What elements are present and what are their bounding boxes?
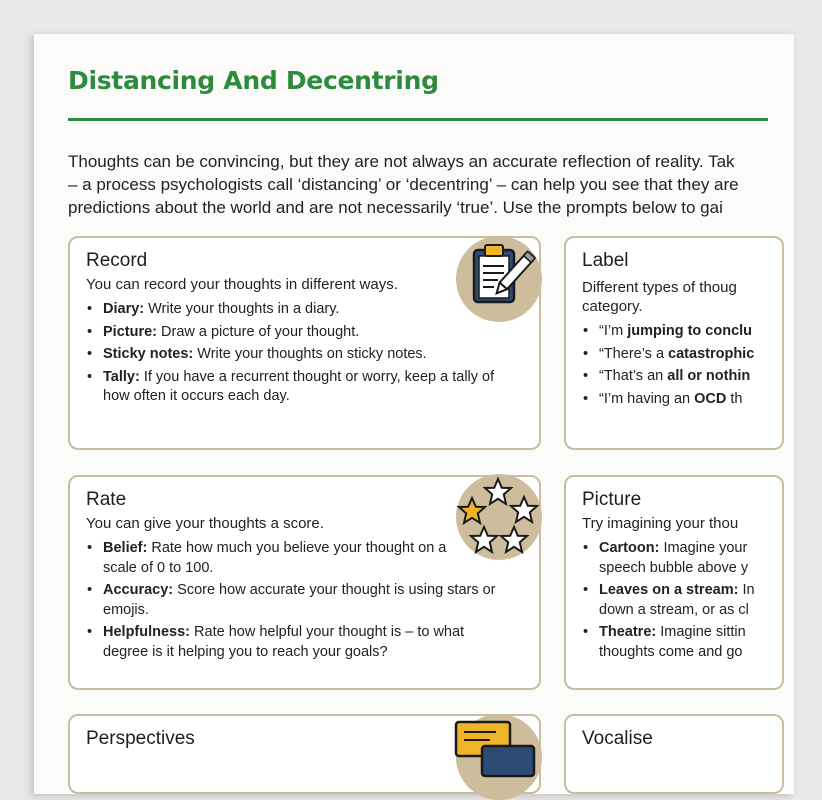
list-item	[582, 367, 822, 387]
card-title: Label	[582, 250, 629, 271]
intro-line: – a process psychologists call ‘distancing’ or ‘decentring’ – can help you see that they are	[68, 175, 739, 194]
list-item	[86, 323, 506, 343]
card-title: Picture	[582, 489, 642, 510]
card-subtitle: You can record your thoughts in different ways.	[86, 276, 398, 293]
list-item	[86, 300, 506, 320]
item-text: thoughts come and go	[599, 643, 743, 660]
list-item	[86, 623, 511, 662]
card-title: Perspectives	[86, 728, 195, 749]
card-subtitle: You can give your thoughts a score.	[86, 515, 324, 532]
item-text: Write your thoughts on sticky notes.	[193, 346, 427, 362]
item-term: Diary:	[103, 301, 145, 317]
item-text: Imagine your	[659, 540, 748, 556]
item-text: speech bubble above y	[599, 559, 749, 576]
speech-bubbles-icon	[456, 714, 542, 800]
item-term: Picture:	[103, 323, 157, 340]
item-text: If you have a recurrent thought or worry, keep a tally of how often it occurs each day.	[103, 368, 495, 404]
item-text: Draw a picture of your thought.	[157, 323, 360, 340]
item-term: Sticky notes:	[103, 346, 194, 362]
item-term: all or nothin	[667, 368, 751, 384]
item-text: Imagine sittin	[656, 624, 746, 640]
picture-card	[564, 475, 784, 690]
vocalise-card	[564, 714, 784, 794]
subtitle-line: category.	[582, 298, 643, 315]
card-title: Vocalise	[582, 728, 653, 749]
list-item	[86, 368, 506, 407]
intro-line: Thoughts can be convincing, but they are not always an accurate reflection of reality. Tak	[68, 152, 735, 171]
subtitle-line: Different types of thoug	[582, 279, 737, 296]
item-term: Belief:	[103, 540, 148, 556]
card-subtitle	[582, 278, 737, 316]
intro-paragraph	[68, 150, 768, 219]
list-item	[582, 623, 822, 662]
item-term: catastrophic	[668, 345, 755, 362]
item-term: Theatre:	[599, 624, 657, 640]
stars-icon	[456, 474, 542, 560]
item-text: In	[738, 582, 755, 598]
item-text: “I’m having an	[599, 390, 695, 407]
item-term: OCD	[694, 390, 727, 407]
item-text: down a stream, or as cl	[599, 601, 749, 618]
item-term: Cartoon:	[599, 540, 660, 556]
item-term: Helpfulness:	[103, 624, 191, 640]
item-term: jumping to conclu	[627, 323, 753, 339]
item-term: Leaves on a stream:	[599, 582, 739, 598]
clipboard-pen-icon	[456, 236, 542, 322]
item-text: “I’m	[599, 323, 628, 339]
item-text: “That’s an	[599, 368, 668, 384]
item-text: Score how accurate your thought is using stars or emojis.	[103, 582, 496, 618]
item-term: Tally:	[103, 368, 140, 385]
list-item	[582, 345, 822, 365]
list-item	[582, 390, 822, 410]
intro-line: predictions about the world and are not necessarily ‘true’. Use the prompts below to gai	[68, 198, 723, 217]
title-divider	[68, 118, 768, 121]
page-title: Distancing And Decentring	[68, 66, 439, 95]
card-title: Rate	[86, 489, 127, 510]
list-item	[86, 345, 506, 365]
list-item	[582, 322, 822, 342]
list-item	[582, 539, 822, 578]
list-item	[86, 539, 458, 578]
card-list	[86, 300, 506, 410]
list-item	[86, 581, 511, 620]
list-item	[582, 581, 822, 620]
item-text: “There’s a	[599, 345, 669, 362]
item-text: th	[726, 390, 743, 407]
card-list	[582, 322, 822, 412]
card-list	[86, 539, 511, 665]
card-subtitle: Try imagining your thou	[582, 515, 739, 532]
item-text: Rate how much you believe your thought on a scale of 0 to 100.	[103, 540, 447, 576]
label-card	[564, 236, 784, 450]
item-text: Write your thoughts in a diary.	[144, 301, 340, 317]
item-text: Rate how helpful your thought is – to what degree is it helping you to reach your goals?	[103, 624, 465, 660]
item-term: Accuracy:	[103, 582, 174, 598]
card-title: Record	[86, 250, 148, 271]
card-list	[582, 539, 822, 665]
